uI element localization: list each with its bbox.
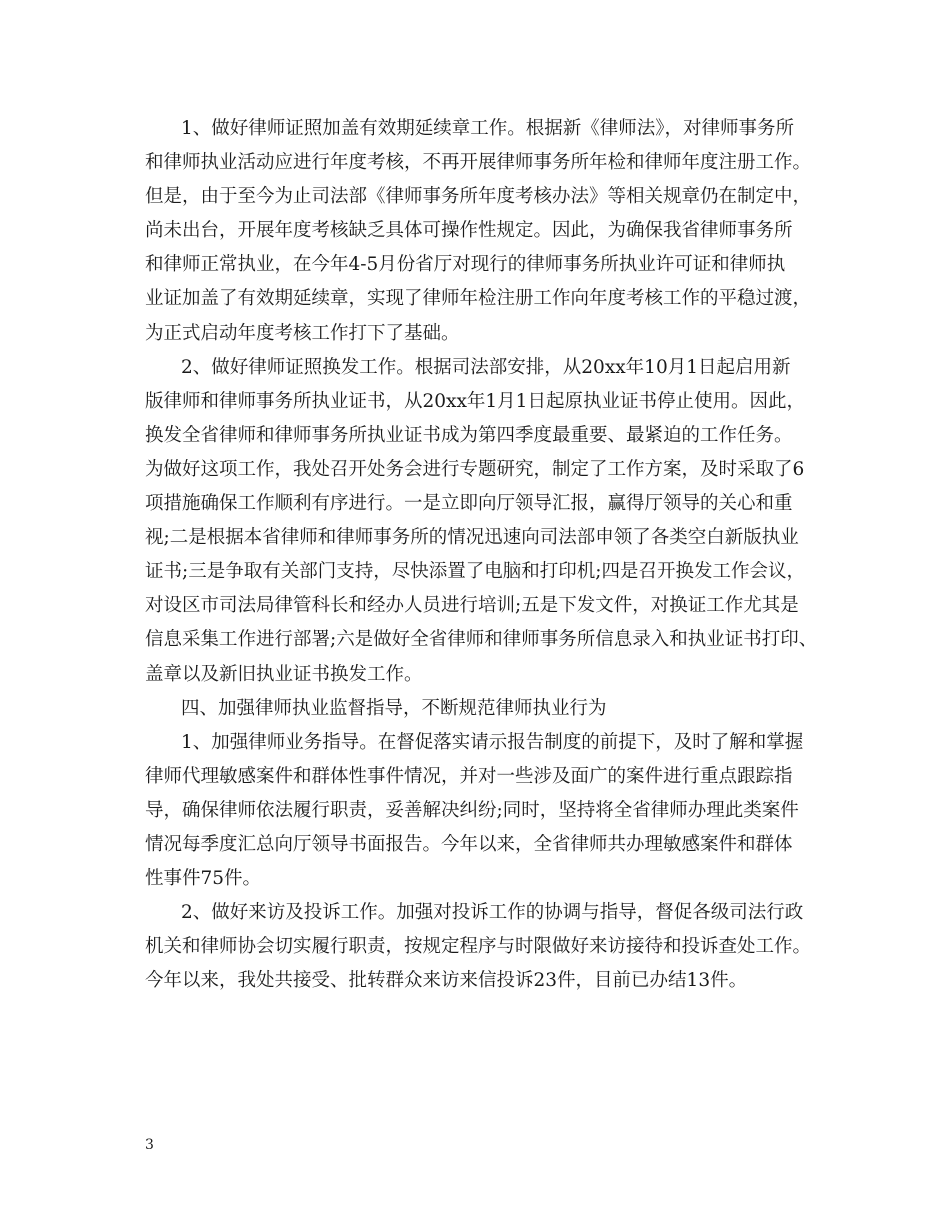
text-line: 四、加强律师执业监督指导，不断规范律师执业行为 (181, 697, 607, 719)
text-line: 视;二是根据本省律师和律师事务所的情况迅速向司法部申领了各类空白新版执业 (145, 527, 799, 549)
text-line: 对设区市司法局律管科长和经办人员进行培训;五是下发文件，对换证工作尤其是 (145, 595, 799, 617)
text-line: 但是，由于至今为止司法部《律师事务所年度考核办法》等相关规章仍在制定中， (145, 186, 812, 208)
text-line: 2、做好来访及投诉工作。加强对投诉工作的协调与指导，督促各级司法行政 (181, 902, 804, 924)
text-line: 1、做好律师证照加盖有效期延续章工作。根据新《律师法》，对律师事务所 (181, 118, 795, 139)
document-body (145, 112, 817, 998)
text-line: 版律师和律师事务所执业证书，从20xx年1月1日起原执业证书停止使用。因此， (145, 390, 805, 412)
text-line: 信息采集工作进行部署;六是做好全省律师和律师事务所信息录入和执业证书打印、 (145, 629, 818, 651)
text-line: 导，确保律师依法履行职责，妥善解决纠纷;同时，坚持将全省律师办理此类案件 (145, 799, 799, 821)
text-line: 和律师执业活动应进行年度考核，不再开展律师事务所年检和律师年度注册工作。 (145, 152, 812, 174)
text-line: 2、做好律师证照换发工作。根据司法部安排，从20xx年10月1日起启用新 (181, 356, 791, 378)
text-line: 为正式启动年度考核工作打下了基础。 (145, 322, 460, 344)
text-line: 情况每季度汇总向厅领导书面报告。今年以来，全省律师共办理敏感案件和群体 (145, 833, 793, 855)
text-line: 为做好这项工作，我处召开处务会进行专题研究，制定了工作方案，及时采取了6 (145, 458, 805, 480)
text-line: 业证加盖了有效期延续章，实现了律师年检注册工作向年度考核工作的平稳过渡， (145, 288, 812, 310)
text-line: 换发全省律师和律师事务所执业证书成为第四季度最重要、最紧迫的工作任务。 (145, 424, 793, 446)
text-line: 证书;三是争取有关部门支持，尽快添置了电脑和打印机;四是召开换发工作会议， (145, 561, 805, 583)
text-line: 项措施确保工作顺利有序进行。一是立即向厅领导汇报，赢得厅领导的关心和重 (145, 493, 793, 515)
text-line: 尚未出台，开展年度考核缺乏具体可操作性规定。因此，为确保我省律师事务所 (145, 220, 793, 242)
text-line: 今年以来，我处共接受、批转群众来访来信投诉23件，目前已办结13件。 (145, 970, 748, 992)
text-line: 性事件75件。 (145, 868, 262, 890)
page-number: 3 (145, 1137, 154, 1153)
text-line: 和律师正常执业，在今年4-5月份省厅对现行的律师事务所执业许可证和律师执 (145, 254, 786, 276)
text-line: 盖章以及新旧执业证书换发工作。 (145, 663, 423, 685)
text-line: 律师代理敏感案件和群体性事件情况，并对一些涉及面广的案件进行重点跟踪指 (145, 765, 793, 787)
text-line: 1、加强律师业务指导。在督促落实请示报告制度的前提下，及时了解和掌握 (181, 731, 804, 753)
text-line: 机关和律师协会切实履行职责，按规定程序与时限做好来访接待和投诉查处工作。 (145, 936, 812, 958)
